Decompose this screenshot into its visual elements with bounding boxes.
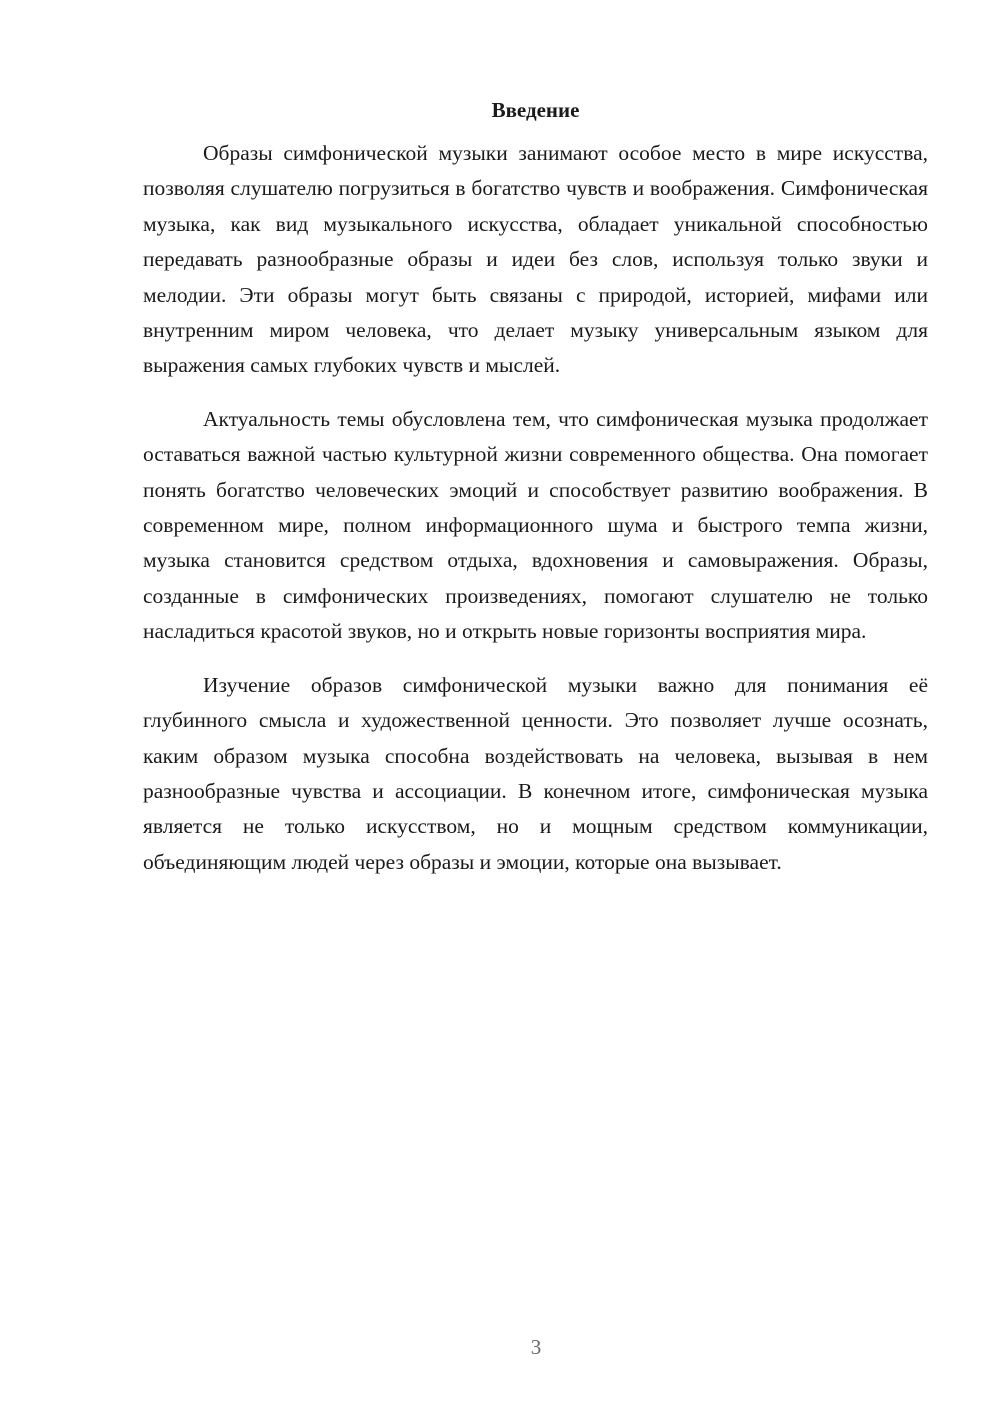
- page-content: [143, 94, 928, 898]
- paragraph-intro: Образы симфонической музыки занимают особое место в мире искусства, позволяя слушателю погрузиться в богатство чувств и воображения. Симфоническая музыка, как вид музыкального искусства, обладает уникальной способностью передавать разнообразные образы и идеи без слов, используя только звуки и мелодии. Эти образы могут быть связаны с природой, историей, мифами или внутренним миром человека, что делает музыку универсальным языком для выражения самых глубоких чувств и мыслей.: [143, 141, 928, 378]
- paragraph-relevance: Актуальность темы обусловлена тем, что симфоническая музыка продолжает оставаться важной частью культурной жизни современного общества. Она помогает понять богатство человеческих эмоций и способствует развитию воображения. В современном мире, полном информационного шума и быстрого темпа жизни, музыка становится средством отдыха, вдохновения и самовыражения. Образы, созданные в симфонических произведениях, помогают слушателю не только насладиться красотой звуков, но и открыть новые горизонты восприятия мира.: [143, 406, 928, 644]
- paragraph-study: Изучение образов симфонической музыки важно для понимания её глубинного смысла и художественной ценности. Это позволяет лучше осознать, каким образом музыка способна воздействовать на человека, вызывая в нем разнообразные чувства и ассоциации. В конечном итоге, симфоническая музыка является не только искусством, но и мощным средством коммуникации, объединяющим людей через образы и эмоции, которые она вызывает.: [143, 672, 928, 874]
- page-number: 3: [530, 1335, 542, 1359]
- section-heading: Введение: [491, 98, 580, 122]
